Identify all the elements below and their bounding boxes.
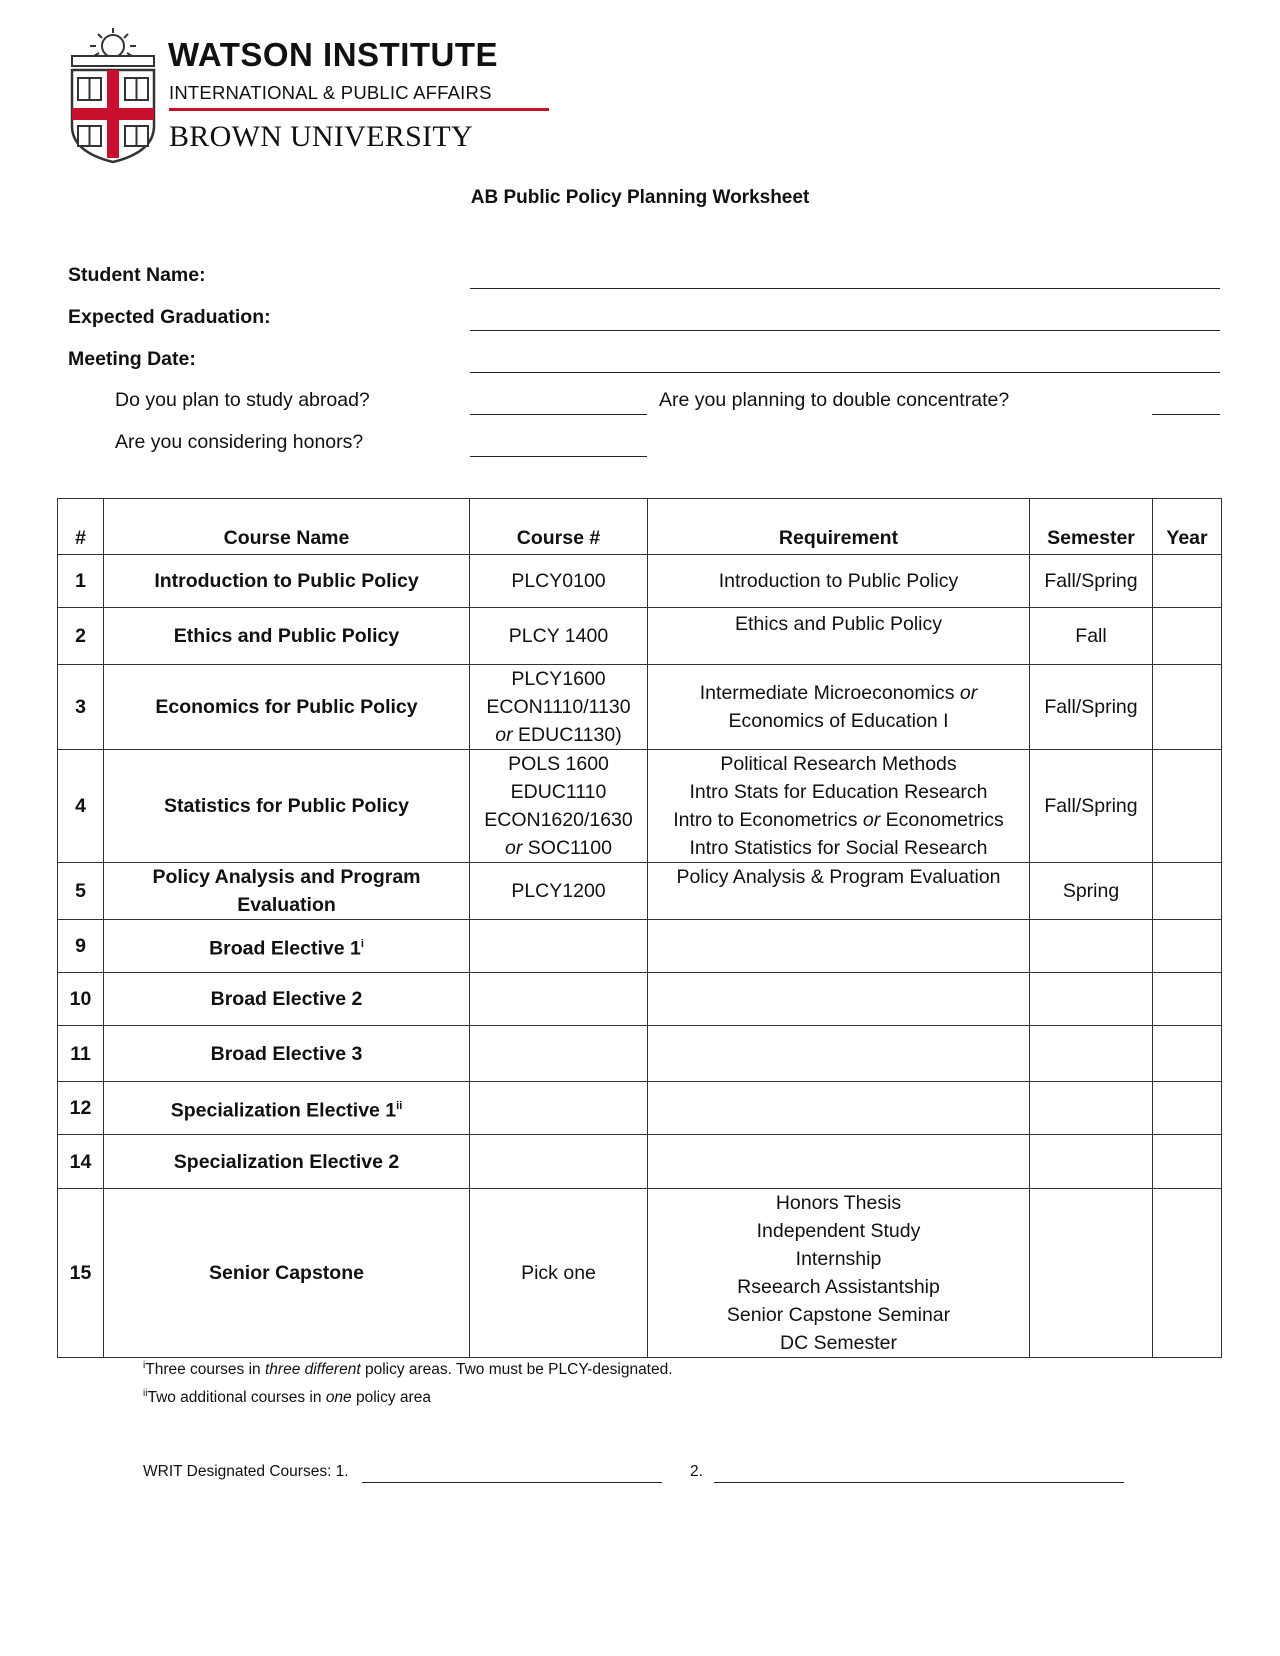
capstone-option: Rseearch Assistantship	[737, 1276, 940, 1298]
requirement: Ethics and Public Policy	[648, 608, 1030, 665]
table-row	[58, 920, 1222, 973]
writ-label: WRIT Designated Courses: 1.	[143, 1463, 349, 1480]
table-row	[58, 1026, 1222, 1082]
requirement-cell[interactable]	[648, 1082, 1030, 1135]
footnote-text: Three courses in	[145, 1361, 265, 1379]
header-num: #	[58, 499, 104, 555]
writ-second-label: 2.	[690, 1463, 703, 1480]
year-cell[interactable]	[1153, 863, 1222, 920]
requirement-option: Intro Statistics for Social Research	[689, 837, 988, 859]
header-course-name: Course Name	[104, 499, 470, 555]
semester: Fall	[1030, 608, 1153, 665]
expected-graduation-line[interactable]	[470, 330, 1220, 331]
expected-graduation-label: Expected Graduation:	[68, 306, 271, 328]
requirement: Policy Analysis & Program Evaluation	[648, 863, 1030, 920]
course-number-cell[interactable]	[470, 1082, 648, 1135]
writ-course-1-line[interactable]	[362, 1482, 662, 1483]
year-cell[interactable]	[1153, 1026, 1222, 1082]
course-name: Ethics and Public Policy	[104, 608, 470, 665]
student-name-line[interactable]	[470, 288, 1220, 289]
footnote-emphasis: three different	[264, 1361, 361, 1379]
footnote-mark: i	[143, 1360, 146, 1371]
requirement	[648, 665, 1030, 750]
row-number: 12	[58, 1082, 104, 1135]
header-year: Year	[1153, 499, 1222, 555]
footnote-text: Two additional courses in	[147, 1389, 326, 1407]
logo-divider	[169, 108, 549, 111]
semester: Fall/Spring	[1030, 555, 1153, 608]
course-number: PLCY 1400	[470, 608, 648, 665]
course-name: Policy Analysis and Program Evaluation	[104, 863, 470, 920]
row-number: 4	[58, 750, 104, 863]
course-name: Statistics for Public Policy	[104, 750, 470, 863]
writ-course-2-line[interactable]	[714, 1482, 1124, 1483]
requirement-option: Intermediate Microeconomics or	[699, 682, 978, 704]
semester-cell[interactable]	[1030, 973, 1153, 1026]
footnote-mark: ii	[396, 1099, 403, 1112]
row-number: 14	[58, 1135, 104, 1189]
requirement-option: Intro to Econometrics or Econometrics	[673, 809, 1004, 831]
meeting-date-label: Meeting Date:	[68, 348, 196, 370]
double-concentrate-question: Are you planning to double concentrate?	[659, 389, 1010, 411]
course-option: POLS 1600	[508, 753, 609, 775]
footnote-1	[143, 1360, 673, 1379]
semester: Spring	[1030, 863, 1153, 920]
row-number: 11	[58, 1026, 104, 1082]
table-row	[58, 555, 1222, 608]
requirement	[648, 750, 1030, 863]
course-option: ECON1620/1630	[484, 809, 633, 831]
course-option: PLCY1600	[511, 668, 606, 690]
row-number: 5	[58, 863, 104, 920]
table-row	[58, 750, 1222, 863]
logo-institute-name: WATSON INSTITUTE	[168, 36, 499, 73]
year-cell[interactable]	[1153, 920, 1222, 973]
footnote-mark: i	[360, 937, 364, 950]
table-row	[58, 1135, 1222, 1189]
double-concentrate-line[interactable]	[1152, 414, 1220, 415]
row-number: 9	[58, 920, 104, 973]
row-number: 3	[58, 665, 104, 750]
year-cell[interactable]	[1153, 1082, 1222, 1135]
watson-logo	[68, 26, 499, 166]
course-number	[470, 665, 648, 750]
semester-cell[interactable]	[1030, 1026, 1153, 1082]
footnote-emphasis: one	[325, 1389, 352, 1407]
logo-subtitle: INTERNATIONAL & PUBLIC AFFAIRS	[169, 82, 492, 103]
footnote-2	[143, 1388, 431, 1407]
course-name-text: Specialization Elective 1	[170, 1099, 397, 1122]
footnote-mark: ii	[143, 1388, 148, 1399]
row-number: 1	[58, 555, 104, 608]
semester-cell[interactable]	[1030, 1135, 1153, 1189]
table-row	[58, 1082, 1222, 1135]
table-row	[58, 1189, 1222, 1358]
course-name: Economics for Public Policy	[104, 665, 470, 750]
course-option: ECON1110/1130	[486, 696, 631, 718]
brown-shield-icon	[68, 26, 158, 166]
course-name: Broad Elective 3	[104, 1026, 470, 1082]
year-cell[interactable]	[1153, 608, 1222, 665]
requirement-option: Economics of Education I	[728, 710, 949, 732]
study-abroad-question: Do you plan to study abroad?	[115, 389, 370, 411]
header-requirement: Requirement	[648, 499, 1030, 555]
table-row	[58, 608, 1222, 665]
capstone-option: Internship	[795, 1248, 882, 1270]
year-cell[interactable]	[1153, 750, 1222, 863]
semester: Fall/Spring	[1030, 750, 1153, 863]
requirement	[648, 1189, 1030, 1358]
study-abroad-line[interactable]	[470, 414, 647, 415]
requirement-cell[interactable]	[648, 1026, 1030, 1082]
course-number-cell[interactable]	[470, 973, 648, 1026]
course-number-cell[interactable]	[470, 1135, 648, 1189]
course-name	[104, 920, 470, 973]
planning-table	[57, 498, 1222, 1358]
course-number-cell[interactable]	[470, 920, 648, 973]
capstone-option: Honors Thesis	[775, 1192, 902, 1214]
meeting-date-line[interactable]	[470, 372, 1220, 373]
footnote-text: policy area	[351, 1389, 431, 1407]
student-name-label: Student Name:	[68, 264, 206, 286]
course-option: or EDUC1130)	[495, 724, 622, 746]
semester-cell[interactable]	[1030, 1082, 1153, 1135]
logo-university: BROWN UNIVERSITY	[169, 120, 473, 153]
course-option: or SOC1100	[505, 837, 612, 859]
requirement-cell[interactable]	[648, 920, 1030, 973]
table-row	[58, 863, 1222, 920]
course-name	[104, 1082, 470, 1135]
honors-question: Are you considering honors?	[115, 431, 364, 453]
course-name: Broad Elective 2	[104, 973, 470, 1026]
year-cell[interactable]	[1153, 1135, 1222, 1189]
course-option: EDUC1110	[510, 781, 607, 803]
semester-cell[interactable]	[1030, 1189, 1153, 1358]
requirement-cell[interactable]	[648, 973, 1030, 1026]
course-number: PLCY1200	[470, 863, 648, 920]
semester: Fall/Spring	[1030, 665, 1153, 750]
requirement-option: Intro Stats for Education Research	[689, 781, 988, 803]
capstone-option: DC Semester	[779, 1332, 898, 1354]
course-name: Introduction to Public Policy	[104, 555, 470, 608]
table-row	[58, 973, 1222, 1026]
course-name: Senior Capstone	[104, 1189, 470, 1358]
requirement: Introduction to Public Policy	[648, 555, 1030, 608]
honors-line[interactable]	[470, 456, 647, 457]
semester-cell[interactable]	[1030, 920, 1153, 973]
page-title: AB Public Policy Planning Worksheet	[470, 187, 810, 208]
capstone-option: Independent Study	[756, 1220, 921, 1242]
year-cell[interactable]	[1153, 665, 1222, 750]
requirement-cell[interactable]	[648, 1135, 1030, 1189]
header-semester: Semester	[1030, 499, 1153, 555]
table-row	[58, 665, 1222, 750]
year-cell[interactable]	[1153, 555, 1222, 608]
course-number	[470, 750, 648, 863]
course-number: PLCY0100	[470, 555, 648, 608]
course-name: Specialization Elective 2	[104, 1135, 470, 1189]
header-course-number: Course #	[470, 499, 648, 555]
row-number: 15	[58, 1189, 104, 1358]
course-name-text: Broad Elective 1	[209, 937, 361, 960]
course-number-cell[interactable]	[470, 1026, 648, 1082]
requirement-option: Political Research Methods	[720, 753, 957, 775]
capstone-option: Senior Capstone Seminar	[726, 1304, 951, 1326]
row-number: 2	[58, 608, 104, 665]
year-cell[interactable]	[1153, 1189, 1222, 1358]
row-number: 10	[58, 973, 104, 1026]
footnote-text: policy areas. Two must be PLCY-designated.	[360, 1361, 673, 1379]
year-cell[interactable]	[1153, 973, 1222, 1026]
course-number: Pick one	[470, 1189, 648, 1358]
